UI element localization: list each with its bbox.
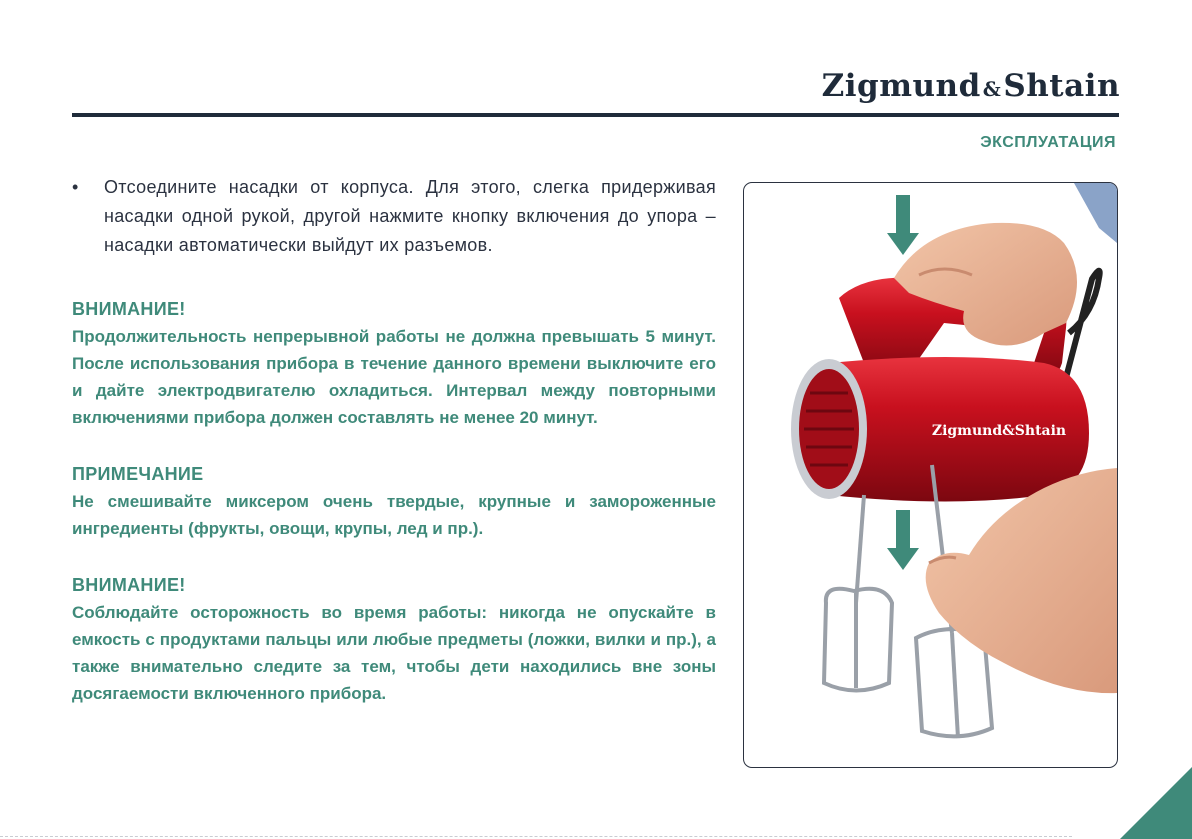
bottom-divider — [0, 836, 1072, 837]
beater-left — [824, 495, 892, 691]
warning-block-1 — [72, 296, 716, 431]
warning-block-2 — [72, 572, 716, 707]
brand-name-left: Zigmund — [821, 68, 981, 104]
bullet-item — [72, 173, 716, 260]
arrow-down-icon-bottom — [887, 510, 919, 570]
note-text: Не смешивайте миксером очень твердые, крупные и замороженные ингредиенты (фрукты, овощи, крупы, лед и пр.). — [72, 492, 716, 538]
main-content — [72, 173, 716, 737]
header-rule — [72, 113, 1119, 117]
bullet-text: Отсоедините насадки от корпуса. Для этого, слегка придерживая насадки одной рукой, другой нажмите кнопку включения до упора – насадки автоматически выйдут их разъемов. — [104, 177, 716, 255]
brand-ampersand: & — [982, 77, 1002, 101]
sleeve — [1074, 183, 1117, 243]
bullet-marker: • — [72, 177, 79, 197]
warning-heading-1: ВНИМАНИЕ! — [72, 299, 186, 319]
warning-text-2: Соблюдайте осторожность во время работы: никогда не опускайте в емкость с продуктами пальцы или любые предметы (ложки, вилки и пр.), а также внимательно следите за тем, чтобы дети находились вне зоны досягаемости включенного прибора. — [72, 603, 716, 703]
warning-text-1: Продолжительность непрерывной работы не должна превышать 5 минут. После использования прибора в течение данного времени выключите его и дайте электродвигателю охладиться. Интервал между повторными включениями прибора должен составлять не менее 20 минут. — [72, 327, 716, 427]
arrow-down-icon-top — [887, 195, 919, 255]
note-block — [72, 461, 716, 542]
section-title: ЭКСПЛУАТАЦИЯ — [980, 134, 1116, 151]
corner-accent — [1072, 767, 1192, 839]
brand-logo — [822, 68, 1120, 104]
warning-heading-2: ВНИМАНИЕ! — [72, 575, 186, 595]
note-heading: ПРИМЕЧАНИЕ — [72, 464, 204, 484]
mixer-illustration — [744, 183, 1117, 767]
mixer-logo: Zigmund&Shtain — [931, 423, 1067, 439]
product-photo — [743, 182, 1118, 768]
brand-name-right: Shtain — [1003, 68, 1120, 104]
